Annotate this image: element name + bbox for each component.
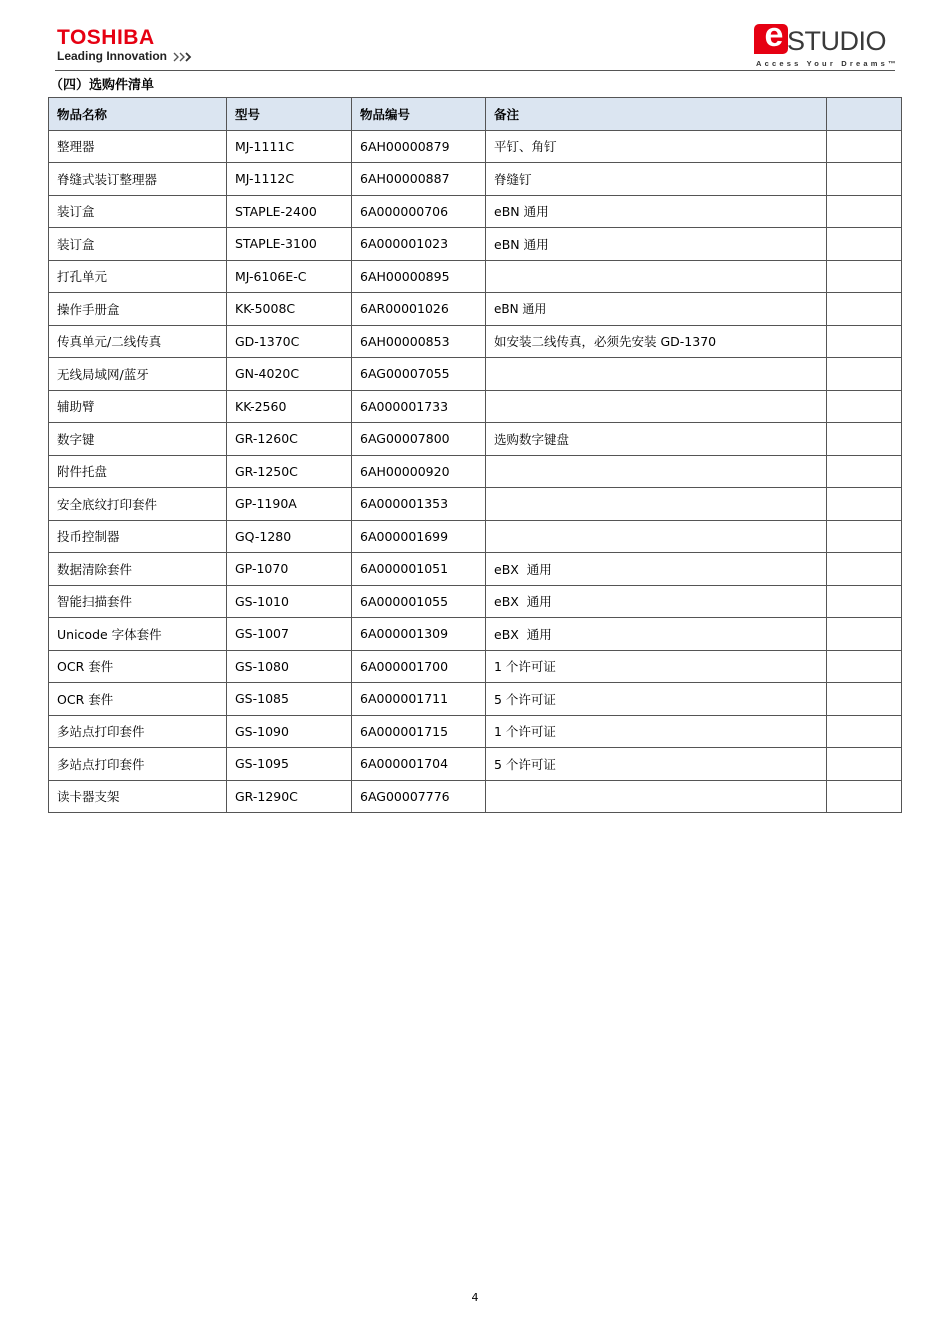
estudio-wordmark: STUDIO (787, 26, 887, 56)
cell-note (486, 488, 827, 521)
cell-code: 6A000001023 (352, 228, 486, 261)
column-header-model: 型号 (227, 98, 352, 131)
column-header-code: 物品编号 (352, 98, 486, 131)
cell-extra (827, 293, 902, 326)
cell-model: GQ-1280 (227, 520, 352, 553)
cell-note: eBN 通用 (486, 195, 827, 228)
table-row (49, 130, 902, 163)
cell-model: GP-1070 (227, 553, 352, 586)
cell-name: OCR 套件 (49, 683, 227, 716)
cell-code: 6A000001704 (352, 748, 486, 781)
cell-code: 6A000001711 (352, 683, 486, 716)
cell-extra (827, 748, 902, 781)
cell-note: eBN 通用 (486, 293, 827, 326)
table-row (49, 715, 902, 748)
table-row (49, 293, 902, 326)
cell-extra (827, 195, 902, 228)
cell-note: 平钉、角钉 (486, 130, 827, 163)
cell-name: 脊缝式装订整理器 (49, 163, 227, 196)
cell-name: 智能扫描套件 (49, 585, 227, 618)
cell-name: Unicode 字体套件 (49, 618, 227, 651)
cell-name: 整理器 (49, 130, 227, 163)
cell-model: STAPLE-3100 (227, 228, 352, 261)
table-row (49, 585, 902, 618)
cell-note: 1 个许可证 (486, 650, 827, 683)
cell-name: 安全底纹打印套件 (49, 488, 227, 521)
cell-code: 6AH00000879 (352, 130, 486, 163)
table-row (49, 325, 902, 358)
cell-name: 多站点打印套件 (49, 715, 227, 748)
cell-code: 6A000001715 (352, 715, 486, 748)
cell-name: 多站点打印套件 (49, 748, 227, 781)
cell-name: 无线局域网/蓝牙 (49, 358, 227, 391)
cell-model: GS-1085 (227, 683, 352, 716)
table-row (49, 163, 902, 196)
cell-name: 附件托盘 (49, 455, 227, 488)
table-row (49, 358, 902, 391)
cell-extra (827, 260, 902, 293)
cell-extra (827, 715, 902, 748)
cell-note (486, 520, 827, 553)
table-row (49, 195, 902, 228)
options-table (48, 97, 902, 813)
table-header-row (49, 98, 902, 131)
cell-extra (827, 130, 902, 163)
table-row (49, 488, 902, 521)
table-row (49, 228, 902, 261)
cell-code: 6A000001733 (352, 390, 486, 423)
table-row (49, 683, 902, 716)
table-row (49, 618, 902, 651)
cell-extra (827, 520, 902, 553)
cell-note: eBN 通用 (486, 228, 827, 261)
cell-extra (827, 585, 902, 618)
column-header-note: 备注 (486, 98, 827, 131)
chevrons-right-icon (173, 52, 192, 62)
cell-model: STAPLE-2400 (227, 195, 352, 228)
cell-model: GR-1260C (227, 423, 352, 456)
cell-name: 传真单元/二线传真 (49, 325, 227, 358)
cell-code: 6A000001699 (352, 520, 486, 553)
cell-model: GS-1080 (227, 650, 352, 683)
table-row (49, 520, 902, 553)
cell-model: GS-1095 (227, 748, 352, 781)
cell-code: 6AG00007800 (352, 423, 486, 456)
cell-note (486, 390, 827, 423)
cell-code: 6A000001700 (352, 650, 486, 683)
table-row (49, 390, 902, 423)
cell-extra (827, 553, 902, 586)
cell-name: OCR 套件 (49, 650, 227, 683)
table-row (49, 455, 902, 488)
cell-note: 5 个许可证 (486, 748, 827, 781)
cell-model: GN-4020C (227, 358, 352, 391)
cell-code: 6AG00007776 (352, 780, 486, 813)
cell-model: GP-1190A (227, 488, 352, 521)
cell-model: KK-2560 (227, 390, 352, 423)
cell-model: GR-1250C (227, 455, 352, 488)
cell-model: GS-1010 (227, 585, 352, 618)
estudio-slogan: Access Your Dreams™ (756, 59, 899, 68)
cell-extra (827, 780, 902, 813)
cell-name: 辅助臂 (49, 390, 227, 423)
cell-code: 6A000000706 (352, 195, 486, 228)
cell-name: 操作手册盒 (49, 293, 227, 326)
table-row (49, 748, 902, 781)
cell-name: 装订盒 (49, 195, 227, 228)
cell-note: 如安装二线传真，必须先安装 GD-1370 (486, 325, 827, 358)
cell-extra (827, 488, 902, 521)
cell-code: 6A000001055 (352, 585, 486, 618)
cell-note: 5 个许可证 (486, 683, 827, 716)
cell-note: eBX 通用 (486, 618, 827, 651)
cell-code: 6A000001353 (352, 488, 486, 521)
cell-code: 6AH00000920 (352, 455, 486, 488)
cell-code: 6AR00001026 (352, 293, 486, 326)
cell-code: 6A000001051 (352, 553, 486, 586)
header-divider (55, 70, 895, 71)
brand-tagline (57, 50, 192, 62)
column-header-name: 物品名称 (49, 98, 227, 131)
cell-model: GR-1290C (227, 780, 352, 813)
page-number: 4 (471, 1291, 479, 1304)
column-header-extra (827, 98, 902, 131)
cell-extra (827, 650, 902, 683)
cell-model: GD-1370C (227, 325, 352, 358)
cell-note (486, 455, 827, 488)
cell-name: 数字键 (49, 423, 227, 456)
estudio-e-letter: e (764, 16, 784, 54)
cell-note: 1 个许可证 (486, 715, 827, 748)
cell-extra (827, 390, 902, 423)
cell-extra (827, 618, 902, 651)
cell-extra (827, 358, 902, 391)
cell-note (486, 260, 827, 293)
table-row (49, 553, 902, 586)
cell-code: 6AH00000895 (352, 260, 486, 293)
cell-code: 6A000001309 (352, 618, 486, 651)
cell-model: GS-1007 (227, 618, 352, 651)
cell-name: 数据清除套件 (49, 553, 227, 586)
page-header (0, 0, 950, 80)
cell-extra (827, 228, 902, 261)
cell-note: eBX 通用 (486, 553, 827, 586)
cell-model: MJ-1112C (227, 163, 352, 196)
table-row (49, 260, 902, 293)
table-row (49, 423, 902, 456)
cell-note: eBX 通用 (486, 585, 827, 618)
cell-model: GS-1090 (227, 715, 352, 748)
cell-name: 装订盒 (49, 228, 227, 261)
cell-note (486, 780, 827, 813)
toshiba-logo: TOSHIBA (57, 26, 155, 49)
table-row (49, 780, 902, 813)
cell-note: 脊缝钉 (486, 163, 827, 196)
cell-extra (827, 325, 902, 358)
cell-extra (827, 163, 902, 196)
cell-name: 读卡器支架 (49, 780, 227, 813)
cell-note: 选购数字键盘 (486, 423, 827, 456)
cell-code: 6AH00000887 (352, 163, 486, 196)
cell-model: MJ-1111C (227, 130, 352, 163)
cell-extra (827, 683, 902, 716)
cell-note (486, 358, 827, 391)
table-row (49, 650, 902, 683)
cell-name: 投币控制器 (49, 520, 227, 553)
cell-code: 6AG00007055 (352, 358, 486, 391)
cell-model: MJ-6106E-C (227, 260, 352, 293)
cell-code: 6AH00000853 (352, 325, 486, 358)
cell-model: KK-5008C (227, 293, 352, 326)
cell-name: 打孔单元 (49, 260, 227, 293)
section-title: （四）选购件清单 (50, 78, 155, 93)
cell-extra (827, 423, 902, 456)
tagline-text: Leading Innovation (57, 49, 167, 63)
cell-extra (827, 455, 902, 488)
